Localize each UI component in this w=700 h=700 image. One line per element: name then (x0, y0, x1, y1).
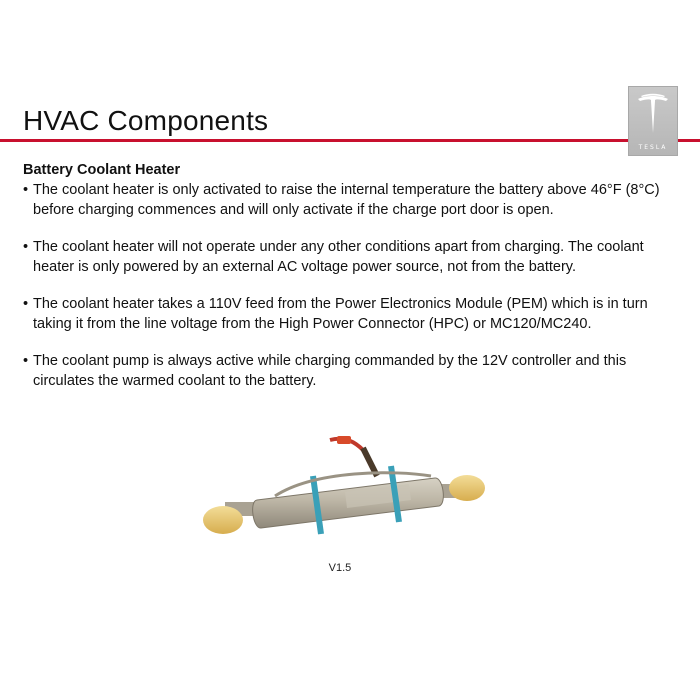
list-item (23, 237, 683, 277)
version-label: V1.5 (328, 562, 352, 574)
section-heading: Battery Coolant Heater (23, 162, 181, 178)
bullet-text: The coolant heater is only activated to raise the internal temperature the battery above 46°F (8°C) before charging commences and will only activate if the charge port door is open. (33, 182, 660, 218)
bullet-marker: • (23, 353, 29, 369)
coolant-heater-photo (195, 430, 495, 540)
bullet-list (23, 180, 683, 408)
bullet-marker: • (23, 239, 29, 255)
list-item (23, 351, 683, 391)
list-item (23, 180, 683, 220)
tesla-logo-icon (628, 86, 678, 156)
bullet-text: The coolant pump is always active while charging commanded by the 12V controller and this circulates the warmed coolant to the battery. (33, 353, 627, 389)
list-item (23, 294, 683, 334)
bullet-text: The coolant heater will not operate under any other conditions apart from charging. The coolant heater is only powered by an external AC voltage power source, not from the battery. (33, 239, 644, 275)
bullet-text: The coolant heater takes a 110V feed from the Power Electronics Module (PEM) which is in turn taking it from the line voltage from the High Power Connector (HPC) or MC120/MC240. (33, 296, 648, 332)
slide-title: HVAC Components (23, 105, 269, 136)
title-divider (0, 139, 700, 142)
logo-wordmark: TESLA (638, 144, 668, 151)
bullet-marker: • (23, 296, 29, 312)
bullet-marker: • (23, 182, 29, 198)
tesla-t-icon (636, 93, 670, 137)
